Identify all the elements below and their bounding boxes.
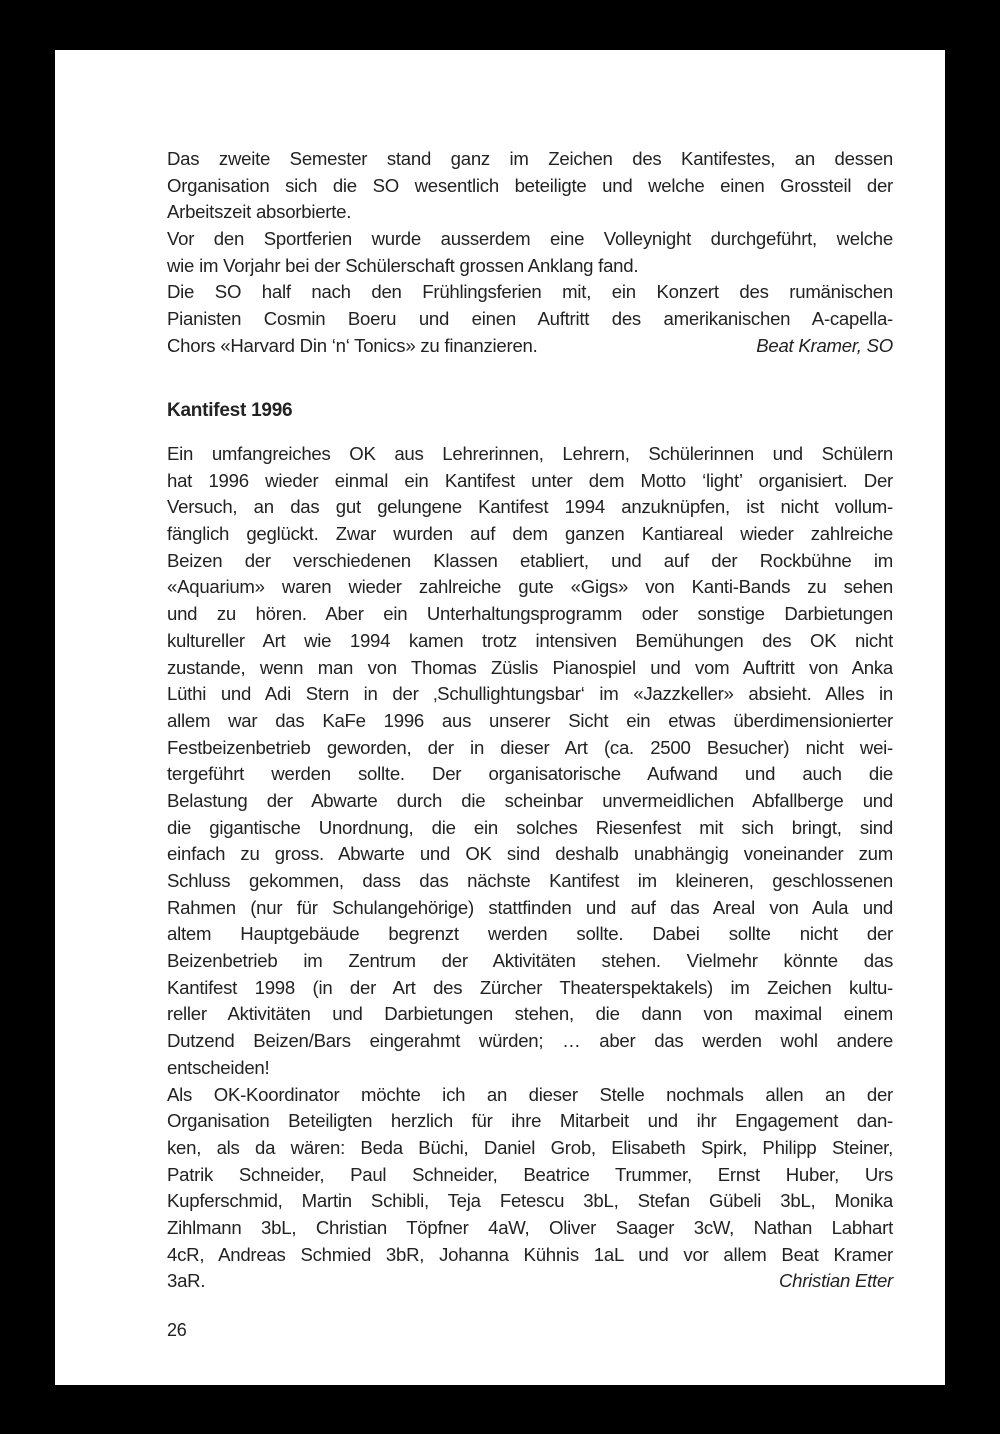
text-line: Patrik Schneider, Paul Schneider, Beatrice Trummer, Ernst Huber, Urs: [167, 1163, 893, 1185]
text-line: Zihlmann 3bL, Christian Töpfner 4aW, Oliver Saager 3cW, Nathan Labhart: [167, 1216, 893, 1238]
text-line: Das zweite Semester stand ganz im Zeichen des Kantifestes, an dessen: [167, 148, 893, 169]
text-line: ken, als da wären: Beda Büchi, Daniel Grob, Elisabeth Spirk, Philipp Steiner,: [167, 1136, 893, 1158]
author-signature: Christian Etter: [778, 1270, 893, 1292]
text-line: entscheiden!: [167, 1056, 270, 1078]
text-line: 3aR.: [167, 1270, 206, 1292]
text-line: wie im Vorjahr bei der Schülerschaft grossen Anklang fand.: [167, 254, 639, 276]
signature-line: [167, 1268, 893, 1295]
text-line: Organisation Beteiligten herzlich für ihre Mitarbeit und ihr Engagement dan-: [167, 1110, 893, 1132]
text-line: Versuch, an das gut gelungene Kantifest 1994 anzuknüpfen, ist nicht vollum-: [167, 496, 893, 518]
text-line: und zu hören. Aber ein Unterhaltungsprogramm oder sonstige Darbietungen: [167, 603, 893, 625]
text-line: Kupferschmid, Martin Schibli, Teja Fetescu 3bL, Stefan Gübeli 3bL, Monika: [167, 1190, 893, 1212]
text-line: tergeführt werden sollte. Der organisatorische Aufwand und auch die: [167, 763, 893, 785]
text-line: reller Aktivitäten und Darbietungen stehen, die dann von maximal einem: [167, 1003, 893, 1025]
paragraph-kantifest: [167, 441, 893, 1295]
document-page: [55, 50, 945, 1385]
text-line: hat 1996 wieder einmal ein Kantifest unter dem Motto ‘light’ organisiert. Der: [167, 469, 893, 491]
text-line: Pianisten Cosmin Boeru und einen Auftritt des amerikanischen A-capella-: [167, 308, 893, 330]
text-line: Arbeitszeit absorbierte.: [167, 201, 352, 223]
section-heading: Kantifest 1996: [167, 400, 293, 421]
text-line: «Aquarium» waren wieder zahlreiche gute «Gigs» von Kanti-Bands zu sehen: [167, 576, 893, 598]
text-line: Belastung der Abwarte durch die scheinbar unvermeidlichen Abfallberge und: [167, 789, 893, 811]
text-line: allem war das KaFe 1996 aus unserer Sicht ein etwas überdimensionierter: [167, 709, 893, 731]
text-line: Chors «Harvard Din ‘n‘ Tonics» zu finanzieren.: [167, 334, 538, 356]
text-line: Als OK-Koordinator möchte ich an dieser Stelle nochmals allen an der: [167, 1083, 893, 1105]
text-line: Rahmen (nur für Schulangehörige) stattfinden und auf das Areal von Aula und: [167, 896, 893, 918]
text-line: Ein umfangreiches OK aus Lehrerinnen, Lehrern, Schülerinnen und Schülern: [167, 443, 893, 464]
text-line: fänglich geglückt. Zwar wurden auf dem ganzen Kantiareal wieder zahlreiche: [167, 523, 893, 545]
text-line: einfach zu gross. Abwarte und OK sind deshalb unabhängig voneinander zum: [167, 843, 893, 865]
text-line: Dutzend Beizen/Bars eingerahmt würden; … aber das werden wohl andere: [167, 1030, 893, 1052]
page-number: 26: [167, 1320, 187, 1340]
text-line: Organisation sich die SO wesentlich beteiligte und welche einen Grossteil der: [167, 174, 893, 196]
text-line: Vor den Sportferien wurde ausserdem eine Volleynight durchgeführt, welche: [167, 228, 893, 250]
author-signature: Beat Kramer, SO: [756, 334, 893, 356]
text-line: kultureller Art wie 1994 kamen trotz intensiven Bemühungen des OK nicht: [167, 629, 893, 651]
text-line: Lüthi und Adi Stern in der ‚Schullightungsbar‘ im «Jazzkeller» absieht. Alles in: [167, 683, 893, 705]
text-line: Beizenbetrieb im Zentrum der Aktivitäten stehen. Vielmehr könnte das: [167, 950, 893, 972]
text-line: Kantifest 1998 (in der Art des Zürcher Theaterspektakels) im Zeichen kultu-: [167, 976, 893, 998]
text-line: Festbeizenbetrieb geworden, der in dieser Art (ca. 2500 Besucher) nicht wei-: [167, 736, 893, 758]
text-line: 4cR, Andreas Schmied 3bR, Johanna Kühnis 1aL und vor allem Beat Kramer: [167, 1243, 893, 1265]
text-line: die gigantische Unordnung, die ein solches Riesenfest mit sich bringt, sind: [167, 816, 893, 838]
text-line: altem Hauptgebäude begrenzt werden sollte. Dabei sollte nicht der: [167, 923, 893, 945]
text-line: Schluss gekommen, dass das nächste Kantifest im kleineren, geschlossenen: [167, 870, 893, 891]
paragraph-so-report: [167, 146, 893, 360]
text-line: Die SO half nach den Frühlingsferien mit, ein Konzert des rumänischen: [167, 281, 893, 303]
text-line: zustande, wenn man von Thomas Züslis Pianospiel und vom Auftritt von Anka: [167, 656, 893, 678]
signature-line: [167, 333, 893, 360]
text-line: Beizen der verschiedenen Klassen etabliert, und auf der Rockbühne im: [167, 549, 893, 571]
